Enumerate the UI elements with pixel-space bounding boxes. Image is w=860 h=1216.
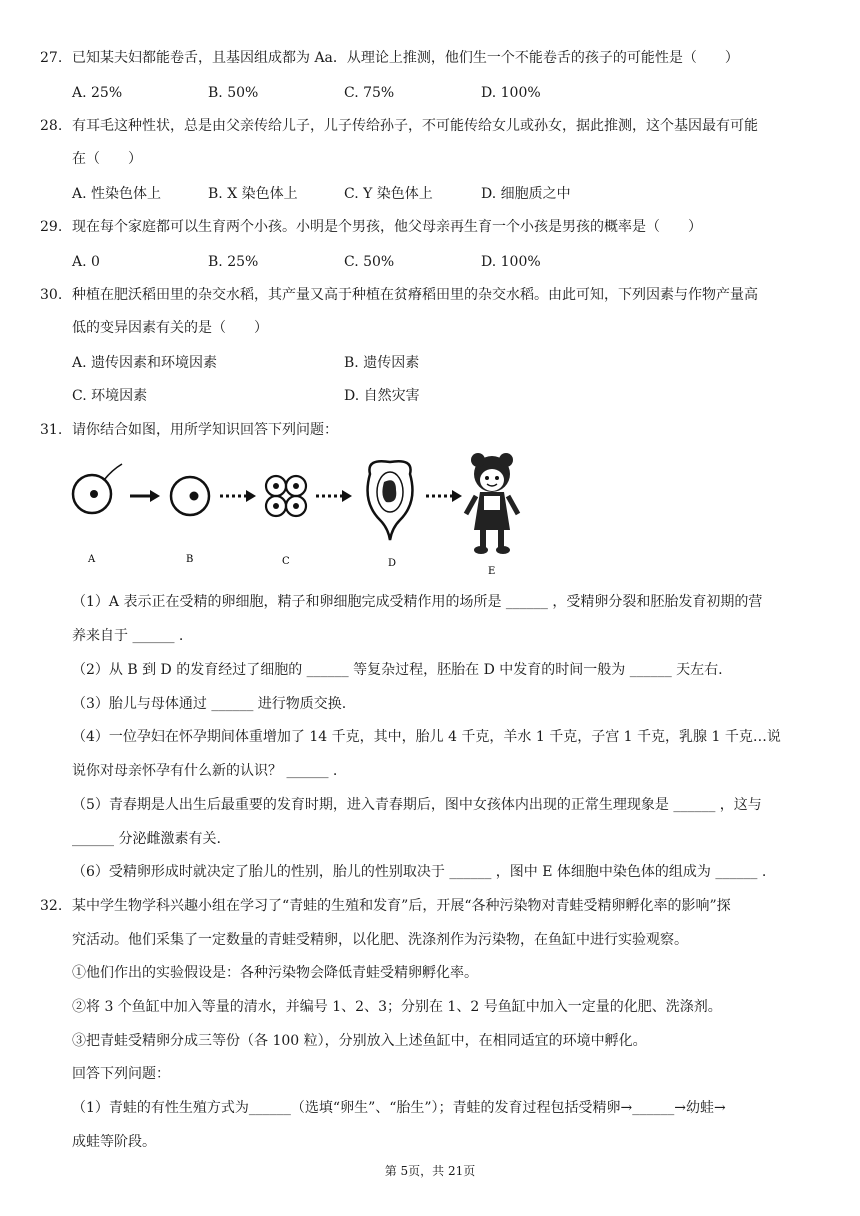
sub-question-1-cont: 养来自于 ______ . xyxy=(72,628,184,644)
option-c: C. 75% xyxy=(344,85,395,101)
sub-question-5-cont: ______ 分泌雌激素有关. xyxy=(72,831,221,847)
experiment-step-3: ③把青蛙受精卵分成三等份（各 100 粒），分别放入上述鱼缸中，在相同适宜的环境中孵化。 xyxy=(72,1033,647,1049)
sub-question-4: （4）一位孕妇在怀孕期间体重增加了 14 千克，其中，胎儿 4 千克，羊水 1 千克，子宫 1 千克，乳腺 1 千克…说 xyxy=(72,729,781,745)
question-text-cont: 低的变异因素有关的是（ ） xyxy=(72,320,268,336)
experiment-step-1: ①他们作出的实验假设是：各种污染物会降低青蛙受精卵孵化率。 xyxy=(72,965,478,981)
sub-question-6: （6）受精卵形成时就决定了胎儿的性别，胎儿的性别取决于 ______ ，图中 E 体细胞中染色体的组成为 ______ . xyxy=(72,864,767,880)
page-footer: 第 5页，共 21页 xyxy=(384,1164,476,1178)
option-d: D. 100% xyxy=(481,254,541,270)
question-text: 种植在肥沃稻田里的杂交水稻，其产量又高于种植在贫瘠稻田里的杂交水稻。由此可知，下列因素与作物产量高 xyxy=(72,287,758,303)
embryo-development-figure xyxy=(70,452,550,578)
option-a: A. 性染色体上 xyxy=(72,186,162,202)
stage-b-zygote xyxy=(171,477,209,515)
arrow-dotted-icon xyxy=(426,490,462,502)
stage-e-girl xyxy=(466,453,518,554)
option-b: B. 50% xyxy=(208,85,259,101)
sub-question-2: （2）从 B 到 D 的发育经过了细胞的 ______ 等复杂过程，胚胎在 D 中发育的时间一般为 ______ 天左右. xyxy=(72,662,723,678)
question-text: 请你结合如图，用所学知识回答下列问题： xyxy=(72,422,338,438)
question-number: 30. xyxy=(40,287,63,303)
arrow-dotted-icon xyxy=(220,490,256,502)
sub-question-1: （1）青蛙的有性生殖方式为______（选填“卵生”、“胎生”）；青蛙的发育过程包括受精卵→______→幼蛙→ xyxy=(72,1100,726,1116)
arrow-dotted-icon xyxy=(316,490,352,502)
option-c: C. 50% xyxy=(344,254,395,270)
option-a: A. 遗传因素和环境因素 xyxy=(72,355,218,371)
question-28 xyxy=(40,116,820,136)
option-d: D. 细胞质之中 xyxy=(481,186,571,202)
question-30 xyxy=(40,285,820,305)
question-text-cont: 究活动。他们采集了一定数量的青蛙受精卵，以化肥、洗涤剂作为污染物，在鱼缸中进行实验观察。 xyxy=(72,932,688,948)
question-number: 27. xyxy=(40,50,63,66)
question-text: 已知某夫妇都能卷舌，且基因组成都为 Aa．从理论上推测，他们生一个不能卷舌的孩子的可能性是（ ） xyxy=(72,50,739,66)
figure-label-b: B xyxy=(186,554,194,565)
question-29 xyxy=(40,217,820,237)
experiment-step-2: ②将 3 个鱼缸中加入等量的清水，并编号 1、2、3；分别在 1、2 号鱼缸中加入一定量的化肥、洗涤剂。 xyxy=(72,999,722,1015)
question-text: 现在每个家庭都可以生育两个小孩。小明是个男孩，他父母亲再生育一个小孩是男孩的概率是（ ） xyxy=(72,219,702,235)
option-d: D. 自然灾害 xyxy=(344,388,420,404)
option-b: B. X 染色体上 xyxy=(208,186,298,202)
figure-label-e: E xyxy=(488,566,496,577)
question-31 xyxy=(40,420,820,440)
stage-d-fetus-in-uterus xyxy=(368,461,413,540)
figure-label-c: C xyxy=(282,556,290,567)
option-c: C. Y 染色体上 xyxy=(344,186,433,202)
figure-label-a: A xyxy=(88,554,96,565)
question-text: 某中学生物学科兴趣小组在学习了“青蛙的生殖和发育”后，开展“各种污染物对青蛙受精卵孵化率的影响”探 xyxy=(72,898,731,914)
question-number: 28. xyxy=(40,118,63,134)
sub-question-3: （3）胎儿与母体通过 ______ 进行物质交换. xyxy=(72,696,347,712)
option-a: A. 25% xyxy=(72,85,123,101)
option-d: D. 100% xyxy=(481,85,541,101)
question-number: 31. xyxy=(40,422,63,438)
sub-question-4-cont: 说你对母亲怀孕有什么新的认识？ ______ . xyxy=(72,763,338,779)
option-c: C. 环境因素 xyxy=(72,388,148,404)
question-number: 29. xyxy=(40,219,63,235)
option-b: B. 25% xyxy=(208,254,259,270)
sub-question-1: （1）A 表示正在受精的卵细胞，精子和卵细胞完成受精作用的场所是 ______ ，受精卵分裂和胚胎发育初期的营 xyxy=(72,594,763,610)
sub-question-1-cont: 成蛙等阶段。 xyxy=(72,1134,156,1150)
figure-label-d: D xyxy=(388,558,397,569)
sub-question-5: （5）青春期是人出生后最重要的发育时期，进入青春期后，图中女孩体内出现的正常生理现象是 ______ ，这与 xyxy=(72,797,762,813)
question-text-cont: 在（ ） xyxy=(72,151,142,167)
question-number: 32. xyxy=(40,898,63,914)
answer-prompt: 回答下列问题： xyxy=(72,1066,170,1082)
question-27 xyxy=(40,48,820,68)
option-b: B. 遗传因素 xyxy=(344,355,420,371)
option-a: A. 0 xyxy=(72,254,100,270)
arrow-solid-icon xyxy=(130,490,160,502)
question-text: 有耳毛这种性状，总是由父亲传给儿子，儿子传给孙子，不可能传给女儿或孙女，据此推测，这个基因最有可能 xyxy=(72,118,758,134)
stage-c-cleavage xyxy=(266,476,306,516)
stage-a-fertilization xyxy=(73,464,122,513)
question-32 xyxy=(40,896,820,916)
